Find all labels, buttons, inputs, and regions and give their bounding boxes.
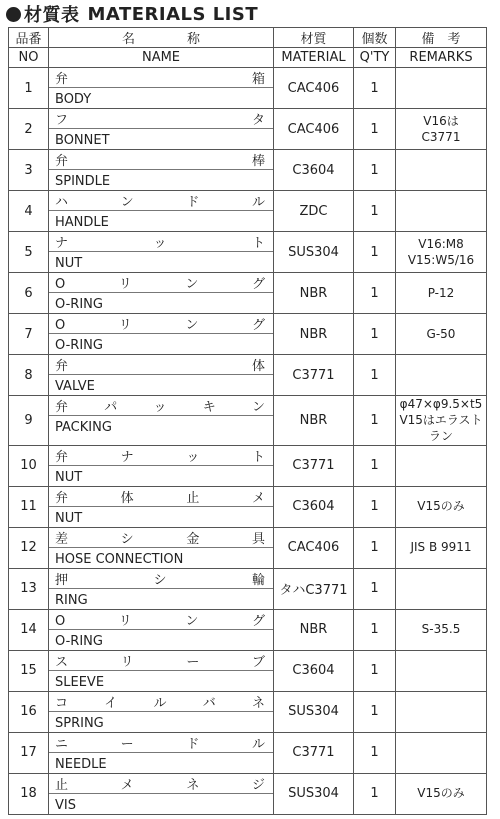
- part-name-jp-char: ト: [251, 236, 265, 251]
- part-quantity: 1: [354, 396, 396, 446]
- part-name-jp: [49, 487, 273, 507]
- table-row: [9, 773, 487, 814]
- part-name-cell: [49, 732, 274, 773]
- part-name-jp-char: ン: [185, 318, 199, 333]
- header-qty-en: Q'TY: [354, 48, 396, 68]
- part-name-en: BODY: [55, 92, 92, 107]
- part-remarks: [396, 650, 487, 691]
- part-material: NBR: [274, 314, 354, 355]
- part-name-en: SLEEVE: [55, 674, 105, 690]
- part-remarks: [396, 732, 487, 773]
- part-name-jp: [49, 651, 273, 671]
- part-name-jp-char: リ: [118, 318, 132, 333]
- part-name-jp-char: ニ: [55, 736, 69, 752]
- part-quantity: 1: [354, 191, 396, 232]
- header-name-en: NAME: [49, 48, 274, 68]
- part-name-cell: [49, 232, 274, 273]
- remark-line: V16:M8: [418, 236, 464, 251]
- remark-line: V15はエラストラン: [399, 413, 483, 444]
- part-name-jp-char: ー: [186, 654, 200, 670]
- remark-line: V15のみ: [417, 786, 465, 801]
- table-row: [9, 150, 487, 191]
- part-name-jp-char: ネ: [186, 777, 200, 793]
- part-name-jp-char: ナ: [120, 449, 134, 465]
- part-name-cell: [49, 109, 274, 150]
- part-material: C3771: [274, 355, 354, 396]
- part-name-jp-char: リ: [118, 613, 132, 629]
- part-remarks: [396, 773, 487, 814]
- part-name-jp-char: 体: [251, 359, 265, 374]
- part-name-cell: [49, 273, 274, 314]
- part-material: CAC406: [274, 527, 354, 568]
- part-material: C3604: [274, 486, 354, 527]
- header-remarks-en: REMARKS: [396, 48, 487, 68]
- part-material: ZDC: [274, 191, 354, 232]
- part-name-jp: [49, 396, 273, 416]
- part-name-jp-char: グ: [251, 277, 265, 292]
- part-name-jp-char: ン: [251, 400, 265, 415]
- part-name-jp: [49, 692, 273, 712]
- part-remarks: [396, 568, 487, 609]
- part-name-jp-char: ブ: [251, 654, 265, 670]
- table-row: [9, 691, 487, 732]
- part-name-jp-char: 具: [251, 531, 265, 547]
- part-name-jp-char: ハ: [55, 195, 69, 210]
- part-material: SUS304: [274, 773, 354, 814]
- part-name-jp-char: グ: [251, 318, 265, 333]
- part-name-en: SPINDLE: [55, 174, 111, 189]
- remark-line: JIS B 9911: [410, 540, 472, 555]
- part-name-jp-char: ド: [186, 195, 200, 210]
- part-name-jp-char: 弁: [55, 400, 69, 415]
- part-quantity: 1: [354, 527, 396, 568]
- table-row: [9, 396, 487, 446]
- part-remarks: [396, 314, 487, 355]
- table-row: [9, 650, 487, 691]
- part-name-jp-char: バ: [202, 695, 216, 711]
- header-material-en: MATERIAL: [274, 48, 354, 68]
- part-name-cell: [49, 773, 274, 814]
- remark-line: G-50: [426, 326, 456, 341]
- part-name-cell: [49, 445, 274, 486]
- part-number: 4: [9, 191, 49, 232]
- part-quantity: 1: [354, 273, 396, 314]
- part-number: 5: [9, 232, 49, 273]
- part-name-jp: [49, 273, 273, 293]
- part-remarks: [396, 396, 487, 446]
- part-name-jp-char: ン: [120, 195, 134, 210]
- part-name-jp-char: 輪: [251, 572, 265, 588]
- part-number: 12: [9, 527, 49, 568]
- remark-line: V15:W5/16: [407, 253, 475, 267]
- table-row: [9, 732, 487, 773]
- part-name-en: RING: [55, 592, 88, 608]
- part-name-cell: [49, 150, 274, 191]
- part-name-en: BONNET: [55, 133, 110, 148]
- part-quantity: 1: [354, 650, 396, 691]
- part-remarks: [396, 150, 487, 191]
- part-material: C3604: [274, 150, 354, 191]
- part-remarks: [396, 691, 487, 732]
- part-name-en: O-RING: [55, 633, 103, 649]
- table-row: [9, 527, 487, 568]
- part-number: 10: [9, 445, 49, 486]
- part-name-cell: [49, 68, 274, 109]
- table-row: [9, 232, 487, 273]
- part-name-jp-char: O: [55, 277, 66, 292]
- part-quantity: 1: [354, 773, 396, 814]
- part-name-jp-char: ジ: [251, 777, 265, 793]
- part-number: 13: [9, 568, 49, 609]
- part-name-jp-char: O: [55, 318, 66, 333]
- part-name-cell: [49, 568, 274, 609]
- part-name-cell: [49, 355, 274, 396]
- part-name-jp: [49, 109, 273, 129]
- part-name-jp-char: 金: [186, 531, 200, 547]
- part-remarks: [396, 486, 487, 527]
- part-name-cell: [49, 314, 274, 355]
- part-number: 1: [9, 68, 49, 109]
- remark-line: P-12: [427, 285, 455, 300]
- part-number: 17: [9, 732, 49, 773]
- part-name-jp-char: O: [55, 613, 66, 629]
- part-remarks: [396, 68, 487, 109]
- part-material: NBR: [274, 396, 354, 446]
- part-name-jp-char: ド: [186, 736, 200, 752]
- part-remarks: [396, 609, 487, 650]
- part-name-jp: [49, 446, 273, 466]
- part-name-jp-char: ー: [120, 736, 134, 752]
- part-name-jp: [49, 191, 273, 211]
- part-number: 18: [9, 773, 49, 814]
- part-name-jp-char: ル: [153, 695, 167, 711]
- header-remarks-jp: 備 考: [396, 28, 487, 48]
- part-quantity: 1: [354, 486, 396, 527]
- part-quantity: 1: [354, 109, 396, 150]
- part-number: 8: [9, 355, 49, 396]
- part-material: C3604: [274, 650, 354, 691]
- remark-line: V16は: [423, 113, 459, 128]
- remark-line: C3771: [421, 130, 461, 144]
- header-name-jp: 名 称: [49, 28, 274, 48]
- part-name-jp: [49, 774, 273, 794]
- part-remarks: [396, 191, 487, 232]
- header-row-jp: [9, 28, 487, 48]
- header-no-en: NO: [9, 48, 49, 68]
- part-name-jp-char: ン: [185, 277, 199, 292]
- part-name-jp-char: 止: [186, 490, 200, 506]
- part-name-en: O-RING: [55, 297, 103, 312]
- table-row: [9, 191, 487, 232]
- part-material: SUS304: [274, 232, 354, 273]
- part-number: 7: [9, 314, 49, 355]
- table-row: [9, 568, 487, 609]
- part-remarks: [396, 445, 487, 486]
- part-name-jp-char: ッ: [153, 400, 167, 415]
- part-material: C3771: [274, 732, 354, 773]
- part-quantity: 1: [354, 150, 396, 191]
- remark-line: V15のみ: [417, 499, 465, 514]
- part-name-cell: [49, 650, 274, 691]
- part-name-en: O-RING: [55, 338, 103, 353]
- part-material: CAC406: [274, 68, 354, 109]
- header-row-en: [9, 48, 487, 68]
- part-name-jp: [49, 150, 273, 170]
- title-jp: 材質表: [24, 5, 80, 26]
- part-name-en: NEEDLE: [55, 756, 107, 772]
- header-qty-jp: 個数: [354, 28, 396, 48]
- remark-line: S-35.5: [421, 622, 461, 637]
- part-name-jp-char: リ: [120, 654, 134, 670]
- part-name-en: SPRING: [55, 715, 104, 731]
- table-row: [9, 445, 487, 486]
- part-quantity: 1: [354, 445, 396, 486]
- part-name-jp-char: シ: [120, 531, 134, 547]
- part-material: CAC406: [274, 109, 354, 150]
- table-row: [9, 314, 487, 355]
- part-quantity: 1: [354, 609, 396, 650]
- part-name-jp: [49, 733, 273, 753]
- part-remarks: [396, 273, 487, 314]
- part-name-jp-char: タ: [251, 113, 265, 128]
- title-en: MATERIALS LIST: [87, 3, 259, 25]
- part-name-jp-char: ネ: [251, 695, 265, 711]
- part-name-jp-char: ッ: [153, 236, 167, 251]
- page-title: [6, 2, 258, 26]
- part-name-jp-char: 弁: [55, 449, 69, 465]
- part-name-jp-char: イ: [104, 695, 118, 711]
- part-remarks: [396, 355, 487, 396]
- part-name-jp-char: 弁: [55, 359, 69, 374]
- part-number: 15: [9, 650, 49, 691]
- part-name-cell: [49, 396, 274, 446]
- part-quantity: 1: [354, 568, 396, 609]
- part-quantity: 1: [354, 691, 396, 732]
- part-material: NBR: [274, 609, 354, 650]
- part-name-en: NUT: [55, 256, 83, 271]
- part-name-en: VALVE: [55, 379, 95, 394]
- table-row: [9, 609, 487, 650]
- part-name-jp-char: キ: [202, 400, 216, 415]
- part-name-jp-char: ナ: [55, 236, 69, 251]
- part-material: C3771: [274, 445, 354, 486]
- part-name-jp-char: 箱: [251, 72, 265, 87]
- remark-line: φ47×φ9.5×t5: [399, 397, 483, 411]
- part-name-jp-char: 押: [55, 572, 69, 588]
- part-name-jp: [49, 355, 273, 375]
- part-name-jp-char: ト: [251, 449, 265, 465]
- part-name-jp-char: 弁: [55, 490, 69, 506]
- part-name-en: NUT: [55, 510, 83, 526]
- part-remarks: [396, 527, 487, 568]
- part-remarks: [396, 232, 487, 273]
- part-name-jp-char: ッ: [186, 449, 200, 465]
- part-quantity: 1: [354, 68, 396, 109]
- part-name-jp-char: 止: [55, 777, 69, 793]
- part-number: 2: [9, 109, 49, 150]
- part-name-jp-char: 弁: [55, 72, 69, 87]
- part-name-jp-char: 体: [120, 490, 134, 506]
- part-name-jp-char: パ: [104, 400, 118, 415]
- part-name-jp: [49, 68, 273, 88]
- part-name-cell: [49, 527, 274, 568]
- part-name-jp-char: リ: [118, 277, 132, 292]
- part-name-cell: [49, 609, 274, 650]
- part-number: 6: [9, 273, 49, 314]
- bullet-icon: [6, 7, 21, 22]
- part-name-en: VIS: [55, 797, 76, 813]
- part-name-jp: [49, 232, 273, 252]
- part-material: タハC3771: [274, 568, 354, 609]
- part-name-jp: [49, 610, 273, 630]
- part-name-jp-char: ル: [251, 195, 265, 210]
- part-quantity: 1: [354, 732, 396, 773]
- part-number: 14: [9, 609, 49, 650]
- part-name-jp-char: ル: [251, 736, 265, 752]
- header-material-jp: 材質: [274, 28, 354, 48]
- part-number: 16: [9, 691, 49, 732]
- part-name-en: HANDLE: [55, 215, 109, 230]
- part-name-cell: [49, 486, 274, 527]
- part-name-en: HOSE CONNECTION: [55, 551, 184, 567]
- header-no-jp: 品番: [9, 28, 49, 48]
- part-name-jp-char: メ: [251, 490, 265, 506]
- table-row: [9, 273, 487, 314]
- part-name-cell: [49, 691, 274, 732]
- part-name-jp-char: グ: [251, 613, 265, 629]
- part-name-jp: [49, 314, 273, 334]
- table-row: [9, 486, 487, 527]
- part-name-jp-char: 差: [55, 531, 69, 547]
- part-number: 9: [9, 396, 49, 446]
- part-name-jp-char: ン: [185, 613, 199, 629]
- table-row: [9, 68, 487, 109]
- table-row: [9, 109, 487, 150]
- part-name-jp-char: コ: [55, 695, 69, 711]
- part-name-en: NUT: [55, 469, 83, 485]
- part-number: 3: [9, 150, 49, 191]
- part-name-cell: [49, 191, 274, 232]
- part-material: SUS304: [274, 691, 354, 732]
- part-name-jp-char: ス: [55, 654, 69, 670]
- part-name-jp-char: 弁: [55, 154, 69, 169]
- part-name-en: PACKING: [55, 420, 112, 435]
- part-material: NBR: [274, 273, 354, 314]
- part-name-jp-char: フ: [55, 113, 69, 128]
- part-name-jp-char: 棒: [251, 154, 265, 169]
- table-row: [9, 355, 487, 396]
- part-quantity: 1: [354, 355, 396, 396]
- part-remarks: [396, 109, 487, 150]
- part-number: 11: [9, 486, 49, 527]
- part-quantity: 1: [354, 232, 396, 273]
- part-name-jp: [49, 569, 273, 589]
- materials-table: [8, 27, 487, 815]
- part-name-jp-char: メ: [120, 777, 134, 793]
- part-name-jp-char: シ: [153, 572, 167, 588]
- part-name-jp: [49, 528, 273, 548]
- part-quantity: 1: [354, 314, 396, 355]
